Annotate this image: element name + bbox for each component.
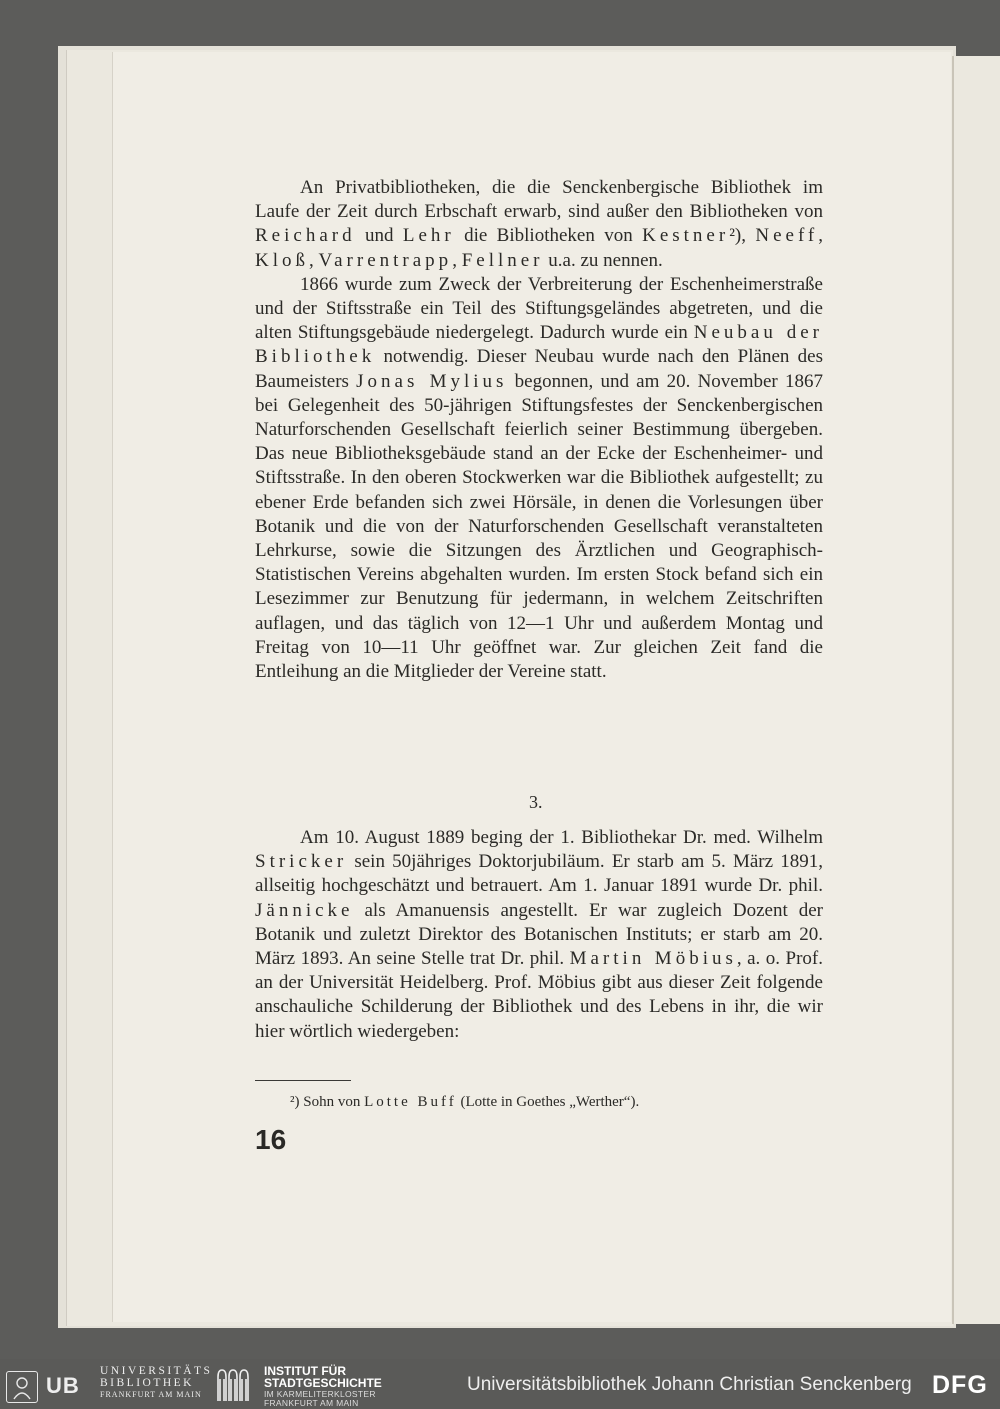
paragraph-3 [255,826,823,1044]
name-moebius: Martin Möbius [569,948,737,970]
paragraph-private-libraries [255,176,823,684]
isg-line: INSTITUT FÜR [264,1364,346,1378]
term-neubau: Neubau der Bibliothek [255,322,823,368]
text-run: und [355,225,403,247]
ub-line: UNIVERSITÄTS [100,1365,213,1377]
ub-logo-mark: UB [46,1373,80,1398]
text-run: notwendig. Dieser Neubau wurde nach den Plänen des Baumeisters [255,346,823,392]
text-run: u.a. zu nennen. [543,249,663,271]
paragraph-section-3 [255,826,823,1044]
name-lehr: Lehr [402,225,455,247]
text-run: , [818,225,824,247]
paragraph-1 [255,176,823,273]
name-stricker: Stricker [255,851,348,873]
footnote [290,1094,639,1111]
isg-line: FRANKFURT AM MAIN [264,1398,359,1408]
text-run: die Bibliotheken von [454,225,643,247]
text-run: als Amanuensis angestellt. Er war zugleich Dozent der Botanik und zuletzt Direktor des Botanischen Instituts; er starb am 20. März 1893. An seine Stelle trat Dr. phil. [255,899,823,970]
name-fellner: Fellner [461,249,544,271]
ub-logo-text [100,1366,212,1401]
text-run: Am 10. August 1889 beging der 1. Bibliothekar Dr. med. Wilhelm [300,827,823,848]
name-kestner: Kestner [642,225,730,247]
text-run: , a. o. Prof. an der Universität Heidelberg. Prof. Möbius gibt aus dieser Zeit folgende anschauliche Schilderung der Bibliothek und des Lebens in ihr, die wir hier wörtlich wiedergeben: [255,948,824,1042]
text-run: 1866 wurde zum Zweck der Verbreiterung der Eschenheimerstraße und der Stiftsstraße ein Teil des Stiftungsgeländes abgetreten, und die alten Stiftungsgebäude niedergelegt. Dadurch wurde ein [255,273,823,344]
name-jaennicke: Jännicke [255,899,354,921]
footnote-ref: ²), [729,225,756,247]
text-run: , [452,249,462,271]
name-kloss: Kloß [255,249,309,271]
text-run: (Lotte in Goethes „Werther“). [456,1094,640,1110]
text-run: , [309,249,319,271]
paragraph-2 [255,273,823,684]
isg-logo-text [264,1365,382,1389]
isg-logo-subtext [264,1390,376,1408]
footnote-divider [255,1080,351,1081]
ub-line: FRANKFURT AM MAIN [100,1390,202,1399]
name-mylius: Jonas Mylius [356,370,508,392]
ub-seal-icon [6,1371,38,1403]
isg-line: IM KARMELITERKLOSTER [264,1389,376,1399]
ub-line: BIBLIOTHEK [100,1376,194,1389]
section-number: 3. [529,792,543,812]
footer-title: Universitätsbibliothek Johann Christian Senckenberg [467,1374,912,1395]
name-reichard: Reichard [255,225,356,247]
isg-columns-icon [215,1367,255,1403]
text-run: An Privatbibliotheken, die die Senckenbergische Bibliothek im Laufe der Zeit durch Erbschaft erwarb, sind außer den Bibliotheken von [255,177,823,223]
facing-page-edge [952,56,1000,1324]
isg-line: STADTGESCHICHTE [264,1376,382,1390]
footer-bar [0,1359,1000,1409]
page-number: 16 [255,1124,287,1155]
dfg-logo: DFG [932,1371,988,1399]
name-lotte-buff: Lotte Buff [364,1094,457,1110]
name-varrentrapp: Varrentrapp [318,249,453,271]
text-run: ²) Sohn von [290,1094,365,1110]
name-neeff: Neeff [755,225,819,247]
text-run: begonnen, und am 20. November 1867 bei Gelegenheit des 50-jährigen Stiftungsfestes der Senckenbergischen Naturforschenden Gesellschaft feierlich seiner Bestimmung übergeben. Das neue Bibliotheksgebäude stand an der Ecke der Eschenheimer- und Stiftsstraße. In den oberen Stockwerken war die Bibliothek aufgestellt; zu ebener Erde befanden sich zwei Hörsäle, in denen die Vorlesungen über Botanik und die von der Naturforschenden Gesellschaft veranstalteten Lehrkurse, sowie die Sitzungen des Ärztlichen und Geographisch-Statistischen Vereins abgehalten wurden. Im ersten Stock befand sich ein Lesezimmer zur Benutzung für jedermann, in welchem Zeitschriften auflagen, und das täglich von 12—1 Uhr und außerdem Montag und Freitag von 10—11 Uhr geöffnet war. Zur gleichen Zeit fand die Entleihung an die Mitglieder der Vereine statt. [255,370,823,683]
text-run: sein 50jähriges Doktorjubiläum. Er starb am 5. März 1891, allseitig hochgeschätzt und betrauert. Am 1. Januar 1891 wurde Dr. phil. [255,851,823,897]
